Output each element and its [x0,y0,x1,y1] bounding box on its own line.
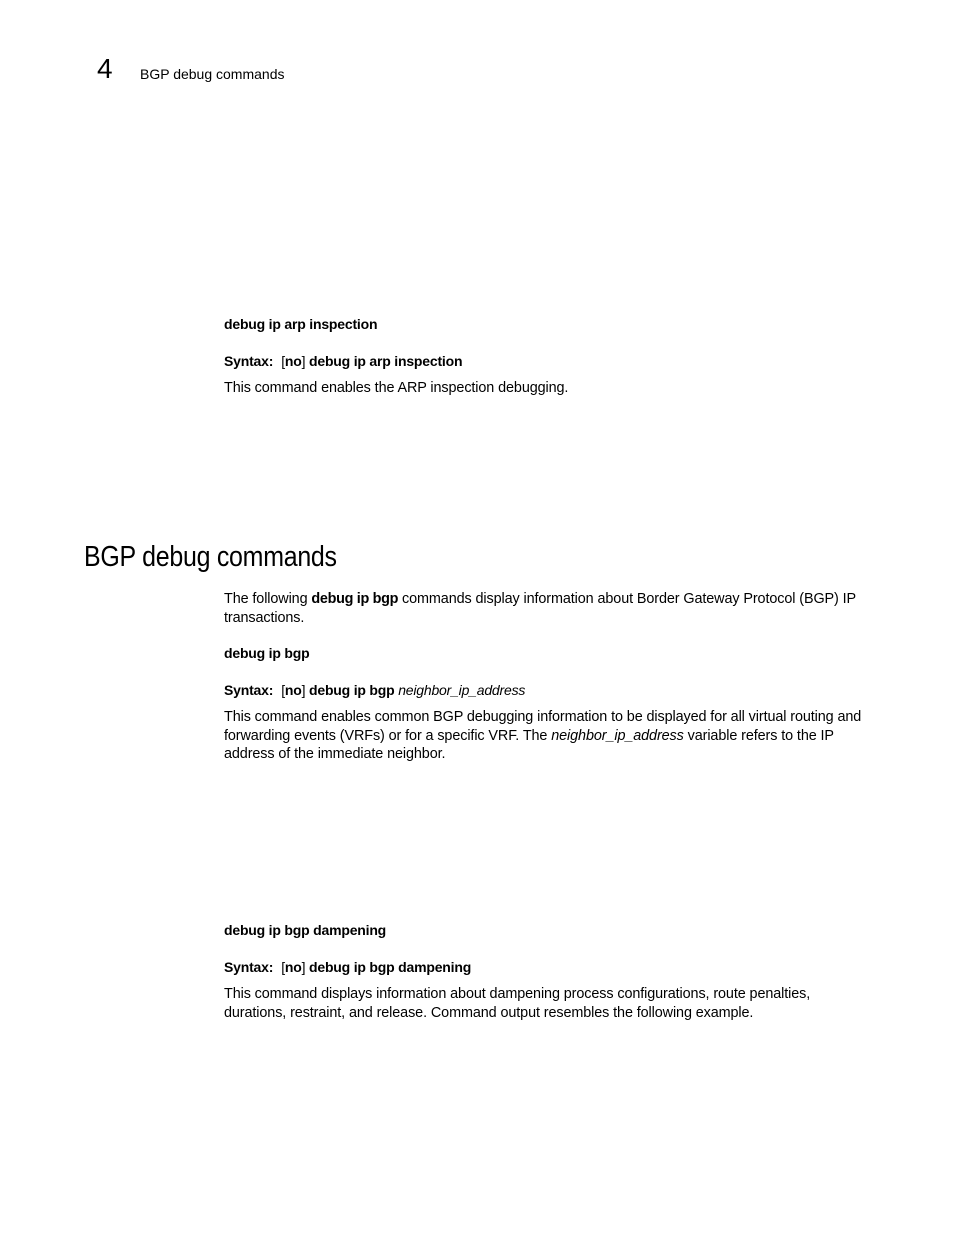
syntax-no-keyword: no [284,682,302,698]
running-header-title: BGP debug commands [140,66,285,82]
syntax-label: Syntax: [224,353,274,369]
syntax-bracket-close: ] [301,959,306,975]
command-description: This command displays information about dampening process configurations, route penalties, durations, restraint, and release. Command output resembles the following example. [224,986,811,1021]
intro-suffix: commands display information about Border Gateway Protocol (BGP) IP transactions. [224,591,856,626]
command-description [224,708,874,764]
chapter-number: 4 [97,53,113,84]
description-suffix: variable refers to the IP address of the immediate neighbor. [224,727,834,763]
section-title: BGP debug commands [84,541,337,573]
intro-command: debug ip bgp [311,591,399,607]
syntax-bracket-open: [ [281,959,285,975]
command-heading: debug ip bgp dampening [224,922,387,938]
command-description: This command enables the ARP inspection debugging. [224,380,569,396]
syntax-line [224,958,471,976]
intro-prefix: The following [224,591,312,607]
syntax-bracket-close: ] [301,682,306,698]
syntax-command: debug ip arp inspection [309,353,463,369]
description-prefix: This command enables common BGP debugging information to be displayed for all virtual routing and forwarding events (VRFs) or for a specific VRF. The [224,709,862,744]
syntax-no-keyword: no [284,353,302,369]
command-heading: debug ip bgp [224,645,310,661]
command-heading: debug ip arp inspection [224,316,378,332]
syntax-bracket-close: ] [301,353,306,369]
syntax-command: debug ip bgp dampening [309,959,472,975]
description-variable: neighbor_ip_address [551,727,684,744]
section-intro [224,590,874,627]
syntax-variable: neighbor_ip_address [398,682,526,698]
syntax-bracket-open: [ [281,682,285,698]
syntax-command: debug ip bgp [309,682,395,698]
syntax-label: Syntax: [224,682,274,698]
syntax-label: Syntax: [224,959,274,975]
syntax-no-keyword: no [284,959,302,975]
syntax-line [224,352,462,370]
syntax-line [224,681,525,699]
syntax-bracket-open: [ [281,353,285,369]
